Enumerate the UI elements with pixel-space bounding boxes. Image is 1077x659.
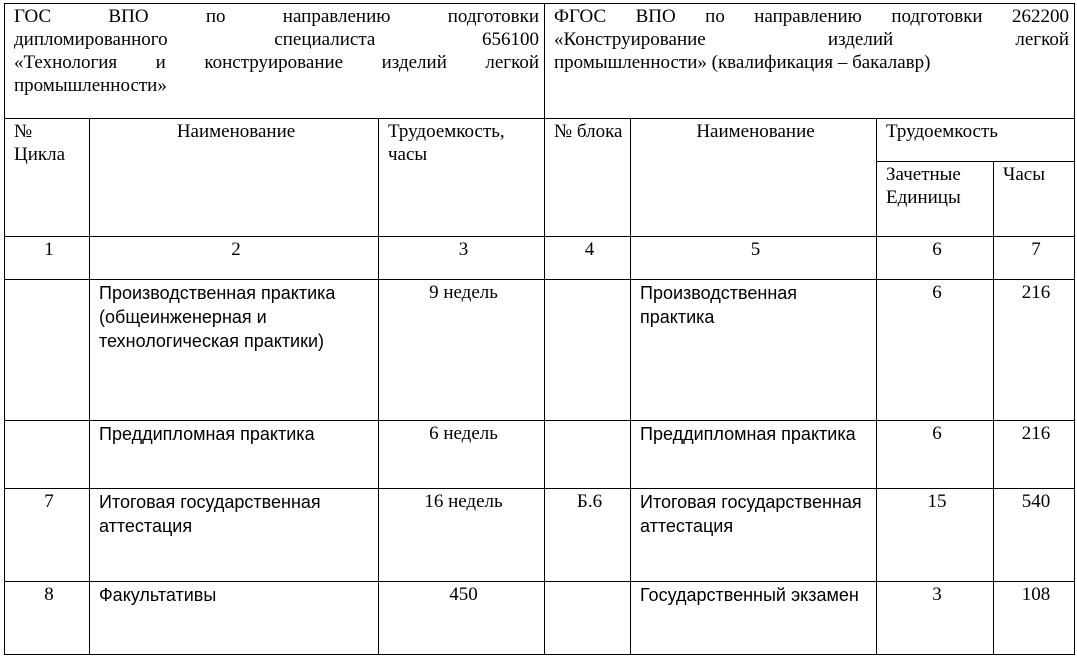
left-title-line-2: дипломированного специалиста 656100 <box>14 29 540 50</box>
header-credit-units: Зачетные Единицы <box>877 162 994 237</box>
hours-cell: 216 <box>994 421 1075 489</box>
labor-left-cell: 16 недель <box>379 489 545 582</box>
column-number-4: 4 <box>545 237 631 280</box>
header-cycle-number: № Цикла <box>5 119 90 237</box>
credit-units-cell: 3 <box>877 582 994 655</box>
cycle-number-cell <box>5 280 90 421</box>
right-title-line-3: промышленности» (квалификация – бакалавр) <box>554 52 931 73</box>
header-hours: Часы <box>994 162 1075 237</box>
cycle-number-cell: 7 <box>5 489 90 582</box>
block-number-cell <box>545 421 631 489</box>
block-number-cell: Б.6 <box>545 489 631 582</box>
credit-units-cell: 15 <box>877 489 994 582</box>
left-title-line-3: «Технология и конструирование изделий легкой <box>14 52 540 73</box>
table-row <box>5 421 1075 489</box>
header-labor-right: Трудоемкость <box>877 119 1075 162</box>
column-number-1: 1 <box>5 237 90 280</box>
right-title-line-2: «Конструирование изделий легкой <box>554 29 1070 50</box>
table-row <box>5 489 1075 582</box>
right-standard-title <box>545 4 1075 119</box>
right-title-line-1: ФГОС ВПО по направлению подготовки 262200 <box>554 6 1070 27</box>
standards-comparison-table <box>4 3 1075 655</box>
block-number-cell <box>545 280 631 421</box>
column-number-2: 2 <box>90 237 379 280</box>
table-row <box>5 582 1075 655</box>
column-number-3: 3 <box>379 237 545 280</box>
labor-left-cell: 9 недель <box>379 280 545 421</box>
cycle-number-cell: 8 <box>5 582 90 655</box>
column-number-5: 5 <box>631 237 877 280</box>
credit-units-cell: 6 <box>877 280 994 421</box>
discipline-name-left: Факультативы <box>90 582 379 655</box>
standards-title-row <box>5 4 1075 119</box>
cycle-number-cell <box>5 421 90 489</box>
left-title-line-4: промышленности» <box>14 75 167 96</box>
column-header-row <box>5 119 1075 162</box>
hours-cell: 540 <box>994 489 1075 582</box>
discipline-name-right: Итоговая государственная аттестация <box>631 489 877 582</box>
labor-left-cell: 450 <box>379 582 545 655</box>
left-standard-title <box>5 4 545 119</box>
discipline-name-left: Преддипломная практика <box>90 421 379 489</box>
table-row <box>5 280 1075 421</box>
header-labor-left: Трудоемкость, часы <box>379 119 545 237</box>
credit-units-cell: 6 <box>877 421 994 489</box>
column-number-6: 6 <box>877 237 994 280</box>
discipline-name-left: Производственная практика (общеинженерная и технологическая практики) <box>90 280 379 421</box>
discipline-name-right: Производственная практика <box>631 280 877 421</box>
discipline-name-left: Итоговая государственная аттестация <box>90 489 379 582</box>
discipline-name-right: Государственный экзамен <box>631 582 877 655</box>
hours-cell: 216 <box>994 280 1075 421</box>
column-number-7: 7 <box>994 237 1075 280</box>
discipline-name-right: Преддипломная практика <box>631 421 877 489</box>
header-name-left: Наименование <box>90 119 379 237</box>
header-name-right: Наименование <box>631 119 877 237</box>
hours-cell: 108 <box>994 582 1075 655</box>
header-block-number: № блока <box>545 119 631 237</box>
labor-left-cell: 6 недель <box>379 421 545 489</box>
column-number-row <box>5 237 1075 280</box>
left-title-line-1: ГОС ВПО по направлению подготовки <box>14 6 540 27</box>
block-number-cell <box>545 582 631 655</box>
